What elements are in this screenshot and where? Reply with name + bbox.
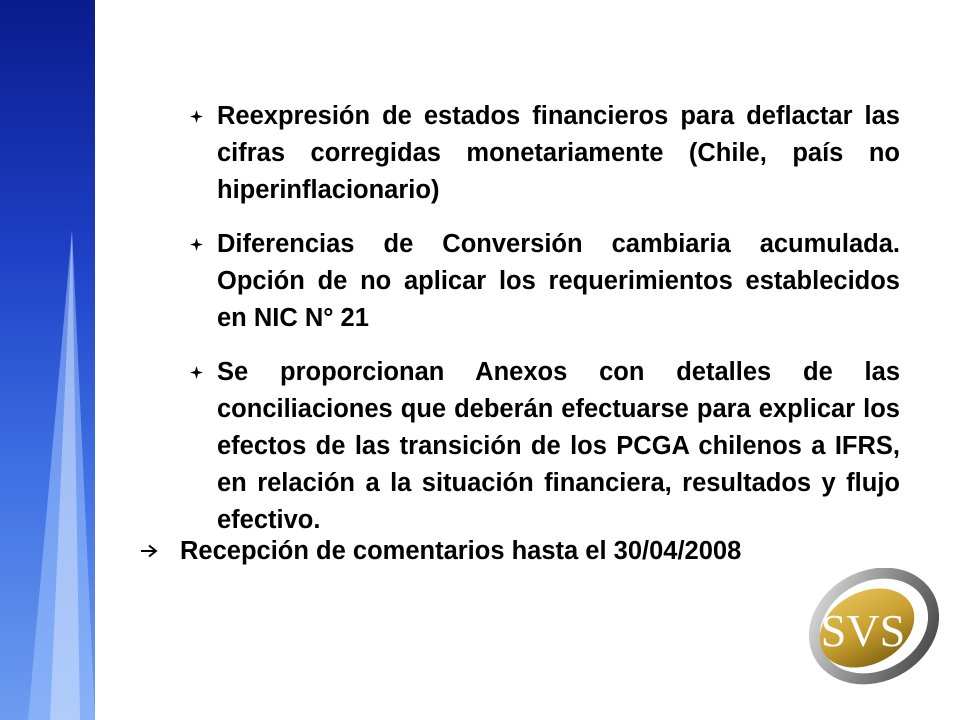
comments-deadline xyxy=(140,533,741,570)
decorative-sidebar xyxy=(0,0,95,720)
diamond-bullet-icon xyxy=(190,238,203,251)
svs-logo xyxy=(802,568,942,688)
arrow-right-icon xyxy=(140,544,158,558)
bullet-item-anexos xyxy=(190,354,900,539)
sidebar-light-streak xyxy=(0,0,95,720)
comments-deadline-text: Recepción de comentarios hasta el 30/04/2008 xyxy=(180,537,742,565)
bullet-item-diferencias xyxy=(190,226,900,337)
bullet-text: Reexpresión de estados financieros para deflactar las cifras corregidas monetariamente (Chile, país no hiperinflacionario) xyxy=(217,102,900,204)
bullet-text: Diferencias de Conversión cambiaria acumulada. Opción de no aplicar los requerimientos establecidos en NIC N° 21 xyxy=(217,230,900,332)
diamond-bullet-icon xyxy=(190,366,203,379)
bullet-list xyxy=(190,98,900,556)
diamond-bullet-icon xyxy=(190,110,203,123)
logo-text: SVS xyxy=(820,605,906,656)
bullet-text: Se proporcionan Anexos con detalles de las conciliaciones que deberán efectuarse para explicar los efectos de las transición de los PCGA chilenos a IFRS, en relación a la situación financiera, resultados y flujo efectivo. xyxy=(217,358,900,534)
bullet-item-reexpresion xyxy=(190,98,900,209)
